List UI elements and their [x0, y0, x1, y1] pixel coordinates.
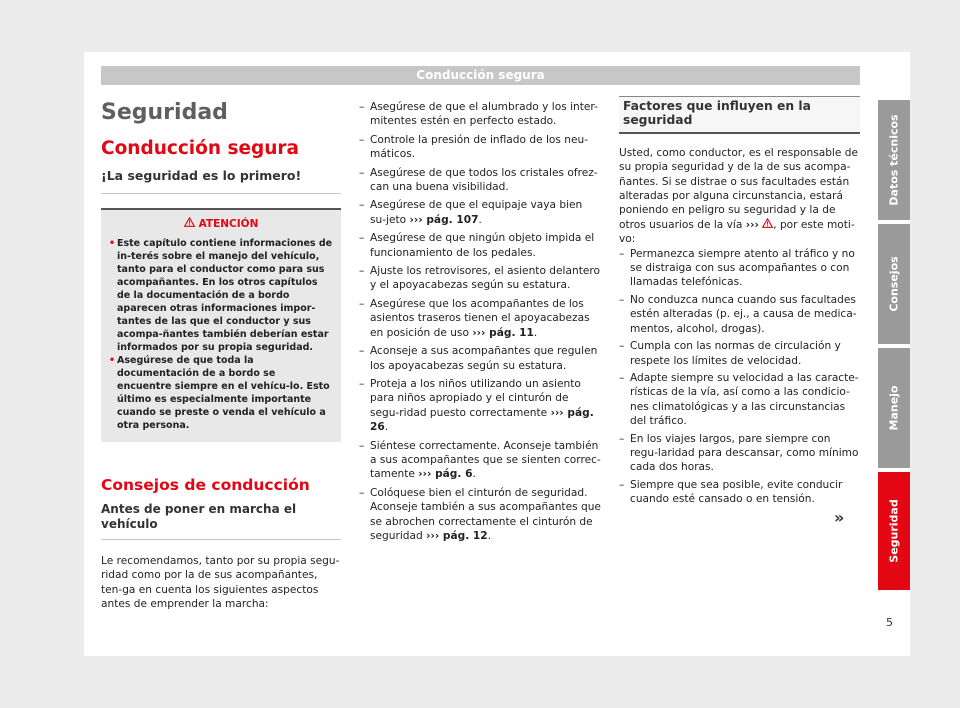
tab-consejos[interactable]: Consejos — [878, 224, 910, 344]
list-item: – En los viajes largos, pare siempre con regu-laridad para descansar, como mínimo cada dos horas. — [619, 432, 859, 474]
page-reference-link[interactable]: ››› pág. 12 — [426, 529, 488, 542]
column-right — [619, 98, 860, 510]
list-item: – Asegúrese de que el equipaje vaya bien su-jeto ››› pág. 107. — [359, 199, 583, 226]
chapter-title: Seguridad — [101, 100, 228, 125]
intro-paragraph: Le recomendamos, tanto por su propia segu-ridad como por la de sus acompañantes, ten-ga en cuenta los siguientes aspectos antes de emprender la marcha: — [101, 555, 340, 611]
warning-box — [101, 208, 341, 441]
list-item: – Asegúrese de que todos los cristales ofrez-can una buena visibilidad. — [359, 166, 598, 194]
page-reference-link[interactable]: ››› pág. 6 — [418, 468, 473, 481]
page-number: 5 — [886, 616, 893, 629]
list-item: – Permanezca siempre atento al tráfico y no se distraiga con sus acompañantes o con llamadas telefónicas. — [619, 247, 855, 289]
section-subtitle: ¡La seguridad es lo primero! — [101, 169, 341, 194]
warning-header — [109, 217, 333, 231]
warning-item: • Asegúrese de que toda la documentación de a bordo se encuentre siempre en el vehícu-lo. Esto último es especialmente importante cuando se preste o venda el vehículo a otra persona. — [109, 354, 330, 431]
header-title: Conducción segura — [416, 68, 545, 82]
continue-mark: » — [834, 508, 845, 527]
list-item: – Asegúrese que los acompañantes de los asientos traseros tienen el apoyacabezas en posición de uso ››› pág. 11. — [359, 297, 590, 339]
warning-label: ATENCIÓN — [198, 218, 259, 231]
page-reference-link[interactable]: ››› pág. 107 — [409, 213, 479, 226]
list-item: – Colóquese bien el cinturón de seguridad. Aconseje también a sus acompañantes que se abrochen correctamente el cinturón de seguridad ››› pág. 12. — [359, 486, 601, 542]
section-title: Conducción segura — [101, 138, 300, 159]
list-item: – Adapte siempre su velocidad a las caracte-rísticas de la vía, así como a las condicio-nes climatológicas y a las circunstancias del tráfico. — [619, 371, 859, 428]
list-item: – Asegúrese de que el alumbrado y los inter-mitentes estén en perfecto estado. — [359, 101, 598, 128]
list-item: – Siempre que sea posible, evite conducir cuando esté cansado o en tensión. — [619, 478, 843, 506]
factors-intro: Usted, como conductor, es el responsable de su propia seguridad y de la de sus acompa-ñantes. Si se distrae o sus facultades están alteradas por alguna circunstancia, estará poniendo en peligro su seguridad y la de otros usuarios de la vía ››› , por este moti-vo: — [619, 146, 859, 246]
tab-datos-tecnicos[interactable]: Datos técnicos — [878, 100, 910, 220]
page-reference-link[interactable]: ››› pág. 11 — [472, 326, 534, 339]
list-item: – Cumpla con las normas de circulación y respete los límites de velocidad. — [619, 340, 841, 367]
list-item: – Aconseje a sus acompañantes que regulen los apoyacabezas según su estatura. — [359, 345, 598, 372]
tab-manejo[interactable]: Manejo — [878, 348, 910, 468]
list-item: – No conduzca nunca cuando sus facultades estén alteradas (p. ej., a causa de medica-mentos, alcohol, drogas). — [619, 293, 857, 335]
column-left — [101, 98, 341, 612]
page-reference-link[interactable]: ››› pág. 26 — [370, 406, 594, 434]
list-item: – Ajuste los retrovisores, el asiento delantero y el apoyacabezas según su estatura. — [359, 265, 600, 292]
header-bar — [101, 66, 860, 85]
warning-triangle-icon — [184, 217, 195, 231]
column-middle — [359, 100, 601, 547]
list-item: – Proteja a los niños utilizando un asiento para niños apropiado y el cinturón de segu-ridad puesto correctamente ››› pág. 26. — [359, 377, 594, 434]
consejos-title: Consejos de conducción — [101, 475, 310, 494]
warning-item: • Este capítulo contiene informaciones de in-terés sobre el manejo del vehículo, tanto para el conductor como para sus acompañantes. En los otros capítulos de la documentación de a bordo aparecen otras informaciones impor-tantes de las que el conductor y sus acompa-ñantes también deberían estar informados por su propia seguridad. — [109, 237, 333, 353]
list-item: – Asegúrese de que ningún objeto impida el funcionamiento de los pedales. — [359, 232, 595, 259]
tab-seguridad[interactable]: Seguridad — [878, 472, 910, 590]
list-item: – Controle la presión de inflado de los neu-máticos. — [359, 133, 589, 161]
antes-title: Antes de poner en marcha el vehículo — [101, 502, 341, 540]
list-item: – Siéntese correctamente. Aconseje también a sus acompañantes que se sienten correc-tamente ››› pág. 6. — [359, 439, 601, 481]
warning-triangle-icon — [762, 219, 773, 231]
factors-title: Factores que influyen en la seguridad — [619, 96, 860, 134]
arrow-ref[interactable]: ››› — [745, 218, 759, 231]
